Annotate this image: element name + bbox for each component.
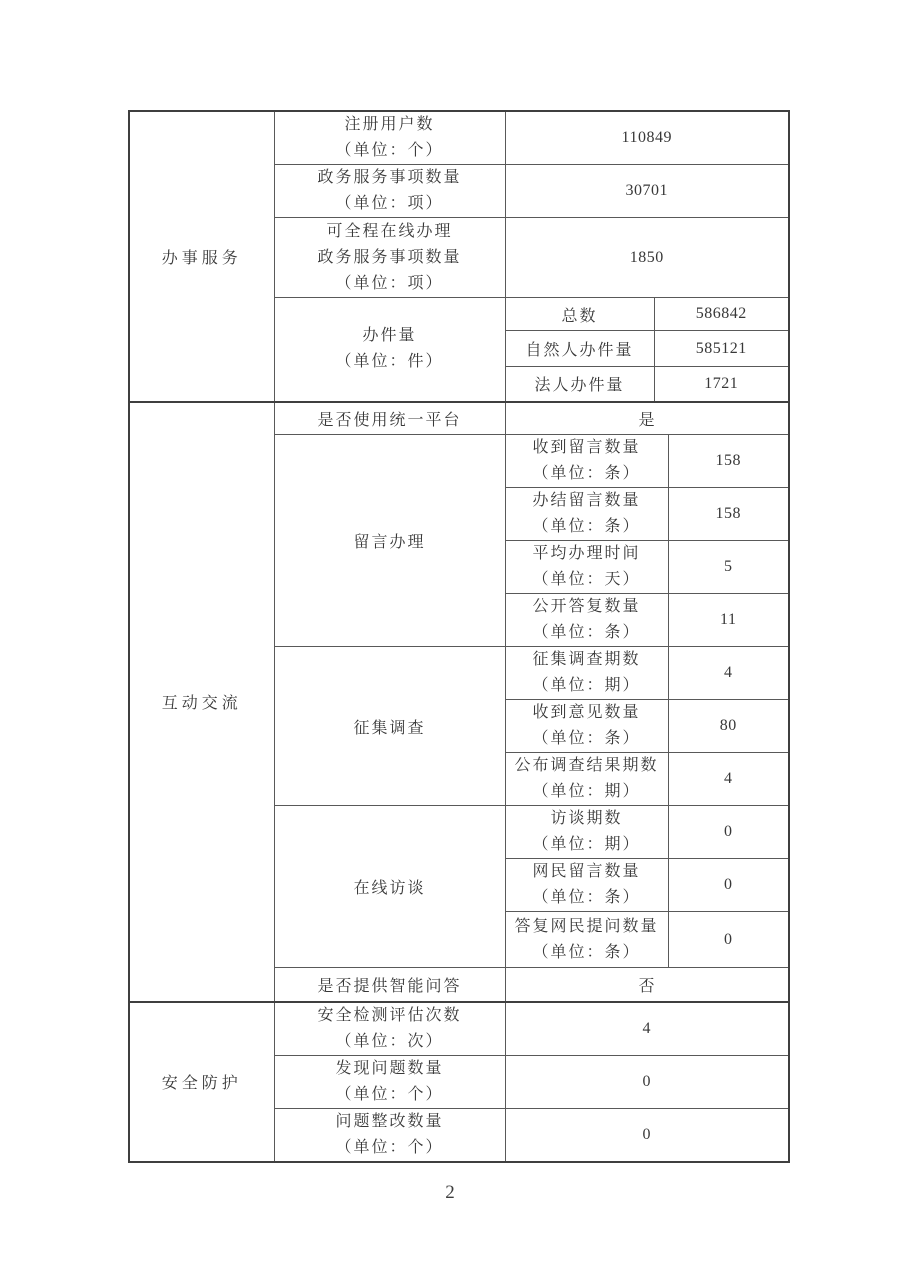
group-unit-line: （单位：件） xyxy=(335,353,444,371)
item-unit-line: （单位：次） xyxy=(335,1032,444,1050)
item-label-line: 政务服务事项数量 xyxy=(317,248,462,266)
government-report-table xyxy=(128,110,790,1163)
item-label-line: 注册用户数 xyxy=(344,116,435,133)
item-label-cell: 是否提供智能问答 xyxy=(274,968,505,1002)
item-label-cell xyxy=(274,1055,505,1108)
sub-item-label-line: 网民留言数量 xyxy=(532,863,641,880)
group-label-line: 办件量 xyxy=(362,327,417,345)
sub-item-value-cell: 0 xyxy=(668,859,789,912)
sub-item-label-cell xyxy=(505,594,668,647)
item-value-cell: 是 xyxy=(505,402,789,435)
sub-item-label-line: 收到意见数量 xyxy=(532,704,641,721)
sub-item-label-cell xyxy=(505,859,668,912)
section-label-security: 安全防护 xyxy=(129,1002,274,1163)
group-label-cell-liuyanbanli: 留言办理 xyxy=(274,435,505,647)
sub-item-label-cell: 总数 xyxy=(505,298,654,331)
item-label-line: 发现问题数量 xyxy=(335,1059,444,1077)
sub-item-value-cell: 158 xyxy=(668,435,789,488)
sub-item-label-cell xyxy=(505,912,668,968)
group-label-cell-banjianliang xyxy=(274,298,505,402)
sub-item-value-cell: 4 xyxy=(668,753,789,806)
group-label-cell-zhengjidiaocha: 征集调查 xyxy=(274,647,505,806)
sub-item-value-cell: 0 xyxy=(668,806,789,859)
sub-item-unit-line: （单位：天） xyxy=(532,571,641,588)
sub-item-label-cell: 自然人办件量 xyxy=(505,331,654,367)
page-number: 2 xyxy=(445,1182,455,1203)
item-value-cell: 0 xyxy=(505,1055,789,1108)
sub-item-label-cell xyxy=(505,806,668,859)
item-label-cell xyxy=(274,1002,505,1056)
item-label-line: 政务服务事项数量 xyxy=(317,169,462,186)
item-label-line: 安全检测评估次数 xyxy=(317,1006,462,1024)
sub-item-unit-line: （单位：条） xyxy=(532,518,641,535)
item-unit-line: （单位：个） xyxy=(335,142,444,159)
sub-item-value-cell: 5 xyxy=(668,541,789,594)
item-unit-line: （单位：个） xyxy=(335,1138,444,1156)
sub-item-label-cell xyxy=(505,700,668,753)
sub-item-label-cell xyxy=(505,435,668,488)
item-label-cell: 是否使用统一平台 xyxy=(274,402,505,435)
section-label-interaction: 互动交流 xyxy=(129,402,274,1002)
section-label-services: 办事服务 xyxy=(129,111,274,402)
table-row xyxy=(129,1002,789,1056)
sub-item-value-cell: 585121 xyxy=(654,331,789,367)
sub-item-unit-line: （单位：条） xyxy=(532,465,641,482)
sub-item-label-line: 公布调查结果期数 xyxy=(514,757,659,774)
item-value-cell: 110849 xyxy=(505,111,789,165)
item-value-cell: 4 xyxy=(505,1002,789,1056)
sub-item-unit-line: （单位：条） xyxy=(532,889,641,906)
sub-item-value-cell: 158 xyxy=(668,488,789,541)
item-value-cell: 0 xyxy=(505,1108,789,1162)
item-label-cell xyxy=(274,1108,505,1162)
sub-item-label-line: 收到留言数量 xyxy=(532,439,641,456)
item-value-cell: 1850 xyxy=(505,218,789,298)
sub-item-label-line: 平均办理时间 xyxy=(532,545,641,562)
item-label-cell xyxy=(274,111,505,165)
item-value-cell: 否 xyxy=(505,968,789,1002)
item-unit-line: （单位：项） xyxy=(335,274,444,292)
sub-item-label-line: 访谈期数 xyxy=(550,810,623,827)
sub-item-value-cell: 1721 xyxy=(654,367,789,402)
sub-item-unit-line: （单位：条） xyxy=(532,624,641,641)
sub-item-label-cell xyxy=(505,753,668,806)
sub-item-value-cell: 4 xyxy=(668,647,789,700)
table-row xyxy=(129,402,789,435)
sub-item-unit-line: （单位：期） xyxy=(532,783,641,800)
sub-item-label-cell xyxy=(505,541,668,594)
sub-item-value-cell: 586842 xyxy=(654,298,789,331)
sub-item-label-line: 办结留言数量 xyxy=(532,492,641,509)
sub-item-value-cell: 11 xyxy=(668,594,789,647)
sub-item-value-cell: 0 xyxy=(668,912,789,968)
sub-item-label-line: 征集调查期数 xyxy=(532,651,641,668)
sub-item-label-line: 公开答复数量 xyxy=(532,598,641,615)
sub-item-label-cell xyxy=(505,647,668,700)
table-row xyxy=(129,111,789,165)
item-label-cell xyxy=(274,218,505,298)
sub-item-label-cell xyxy=(505,488,668,541)
item-label-cell xyxy=(274,165,505,218)
sub-item-label-line: 答复网民提问数量 xyxy=(514,917,659,935)
group-label-cell-zaixianfangtan: 在线访谈 xyxy=(274,806,505,968)
sub-item-unit-line: （单位：条） xyxy=(532,943,641,961)
sub-item-unit-line: （单位：期） xyxy=(532,677,641,694)
sub-item-label-cell: 法人办件量 xyxy=(505,367,654,402)
item-label-line: 问题整改数量 xyxy=(335,1112,444,1130)
item-unit-line: （单位：项） xyxy=(335,195,444,212)
item-unit-line: （单位：个） xyxy=(335,1085,444,1103)
sub-item-unit-line: （单位：条） xyxy=(532,730,641,747)
item-label-line: 可全程在线办理 xyxy=(326,222,453,240)
item-value-cell: 30701 xyxy=(505,165,789,218)
sub-item-value-cell: 80 xyxy=(668,700,789,753)
sub-item-unit-line: （单位：期） xyxy=(532,836,641,853)
